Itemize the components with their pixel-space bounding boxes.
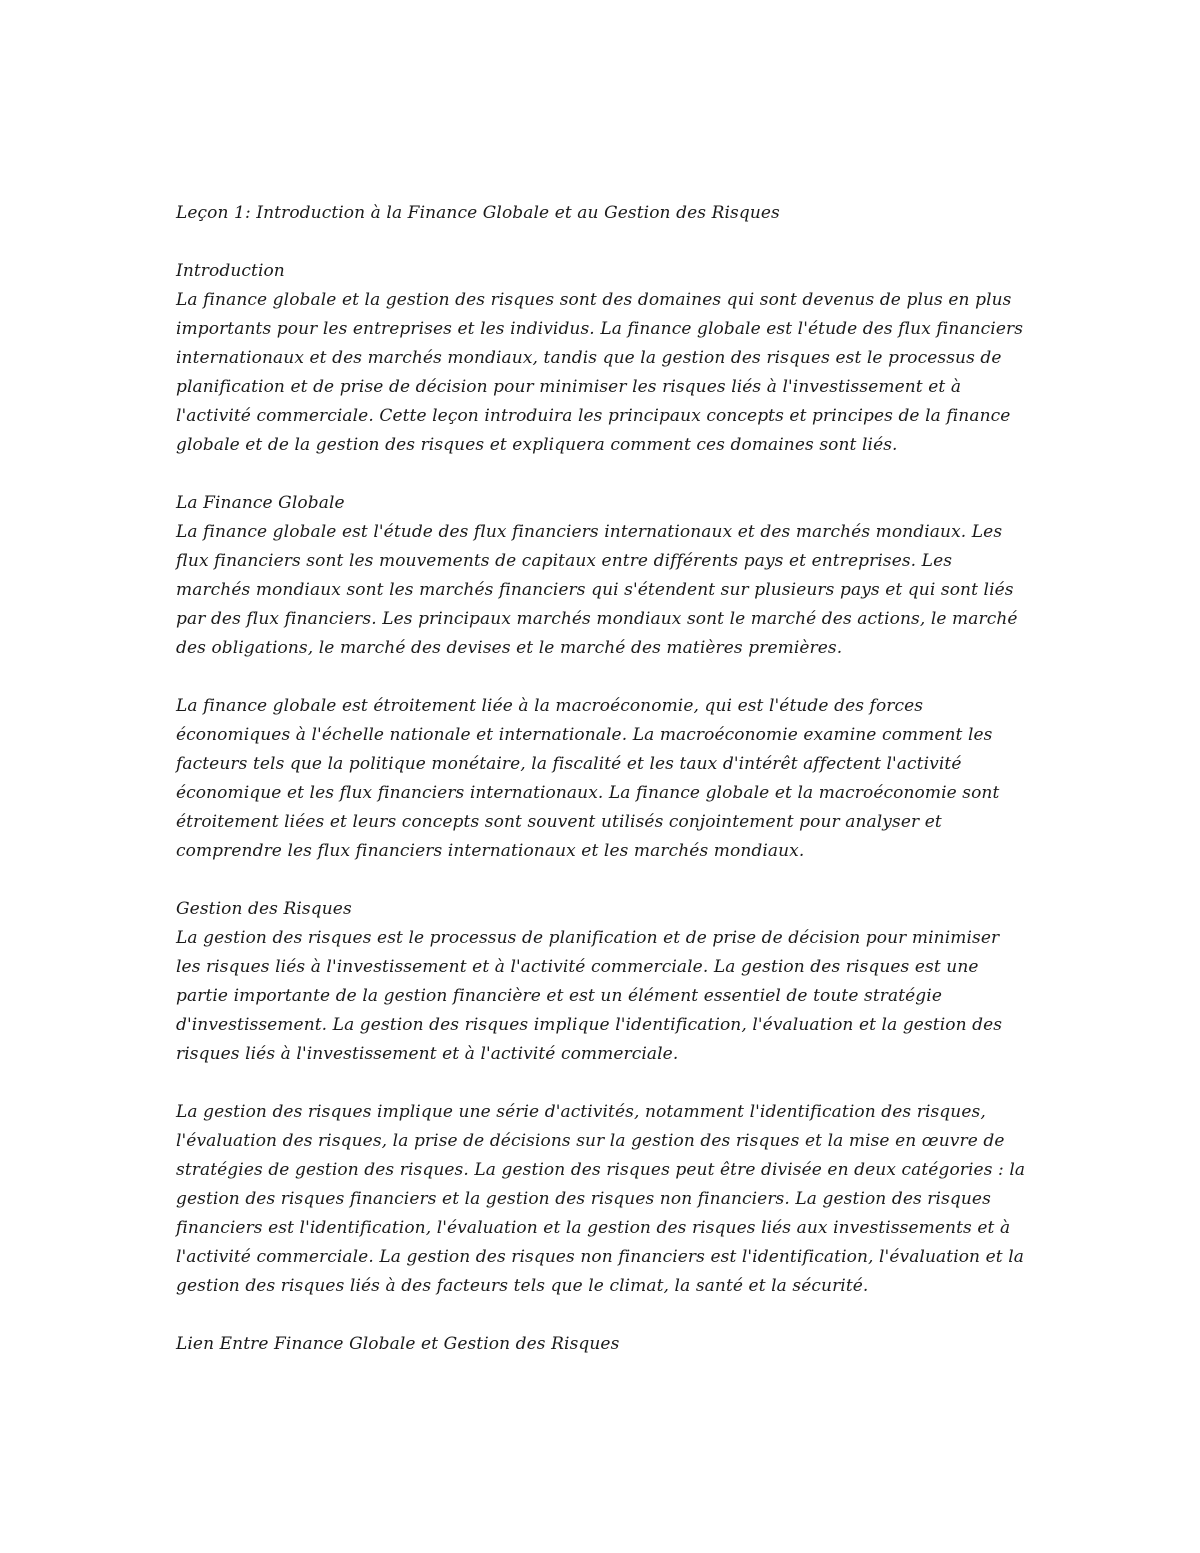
section-lien xyxy=(176,1330,1026,1359)
document-body xyxy=(176,199,1026,1388)
gestion-risques-paragraph-2: La gestion des risques implique une série d'activités, notamment l'identification des risques, l'évaluation des risques, la prise de décisions sur la gestion des risques et la mise en œuvre de stratégies de gestion des risques. La gestion des risques peut être divisée en deux catégories : la gestion des risques financiers et la gestion des risques non financiers. La gestion des risques financiers est l'identification, l'évaluation et la gestion des risques liés aux investissements et à l'activité commerciale. La gestion des risques non financiers est l'identification, l'évaluation et la gestion des risques liés à des facteurs tels que le climat, la santé et la sécurité. xyxy=(176,1102,1026,1296)
finance-globale-paragraph-2: La finance globale est étroitement liée à la macroéconomie, qui est l'étude des forces économiques à l'échelle nationale et internationale. La macroéconomie examine comment les facteurs tels que la politique monétaire, la fiscalité et les taux d'intérêt affectent l'activité économique et les flux financiers internationaux. La finance globale et la macroéconomie sont étroitement liées et leurs concepts sont souvent utilisés conjointement pour analyser et comprendre les flux financiers internationaux et les marchés mondiaux. xyxy=(176,696,1000,861)
section-heading-finance-globale: La Finance Globale xyxy=(176,493,345,513)
introduction-paragraph: La finance globale et la gestion des risques sont des domaines qui sont devenus de plus en plus importants pour les entreprises et les individus. La finance globale est l'étude des flux financiers internationaux et des marchés mondiaux, tandis que la gestion des risques est le processus de planification et de prise de décision pour minimiser les risques liés à l'investissement et à l'activité commerciale. Cette leçon introduira les principaux concepts et principes de la finance globale et de la gestion des risques et expliquera comment ces domaines sont liés. xyxy=(176,290,1024,455)
section-heading-lien: Lien Entre Finance Globale et Gestion des Risques xyxy=(176,1334,620,1354)
section-introduction xyxy=(176,257,1026,460)
section-gestion-risques xyxy=(176,895,1026,1069)
lesson-title: Leçon 1: Introduction à la Finance Globale et au Gestion des Risques xyxy=(176,203,780,223)
lesson-title-block xyxy=(176,199,1026,228)
finance-globale-paragraph-2-block xyxy=(176,692,1026,866)
section-heading-gestion-risques: Gestion des Risques xyxy=(176,899,352,919)
finance-globale-paragraph-1: La finance globale est l'étude des flux financiers internationaux et des marchés mondiaux. Les flux financiers sont les mouvements de capitaux entre différents pays et entreprises. Les marchés mondiaux sont les marchés financiers qui s'étendent sur plusieurs pays et qui sont liés par des flux financiers. Les principaux marchés mondiaux sont le marché des actions, le marché des obligations, le marché des devises et le marché des matières premières. xyxy=(176,522,1018,658)
section-heading-introduction: Introduction xyxy=(176,261,285,281)
gestion-risques-paragraph-1: La gestion des risques est le processus de planification et de prise de décision pour minimiser les risques liés à l'investissement et à l'activité commerciale. La gestion des risques est une partie importante de la gestion financière et est un élément essentiel de toute stratégie d'investissement. La gestion des risques implique l'identification, l'évaluation et la gestion des risques liés à l'investissement et à l'activité commerciale. xyxy=(176,928,1003,1064)
section-finance-globale xyxy=(176,489,1026,663)
gestion-risques-paragraph-2-block xyxy=(176,1098,1026,1301)
